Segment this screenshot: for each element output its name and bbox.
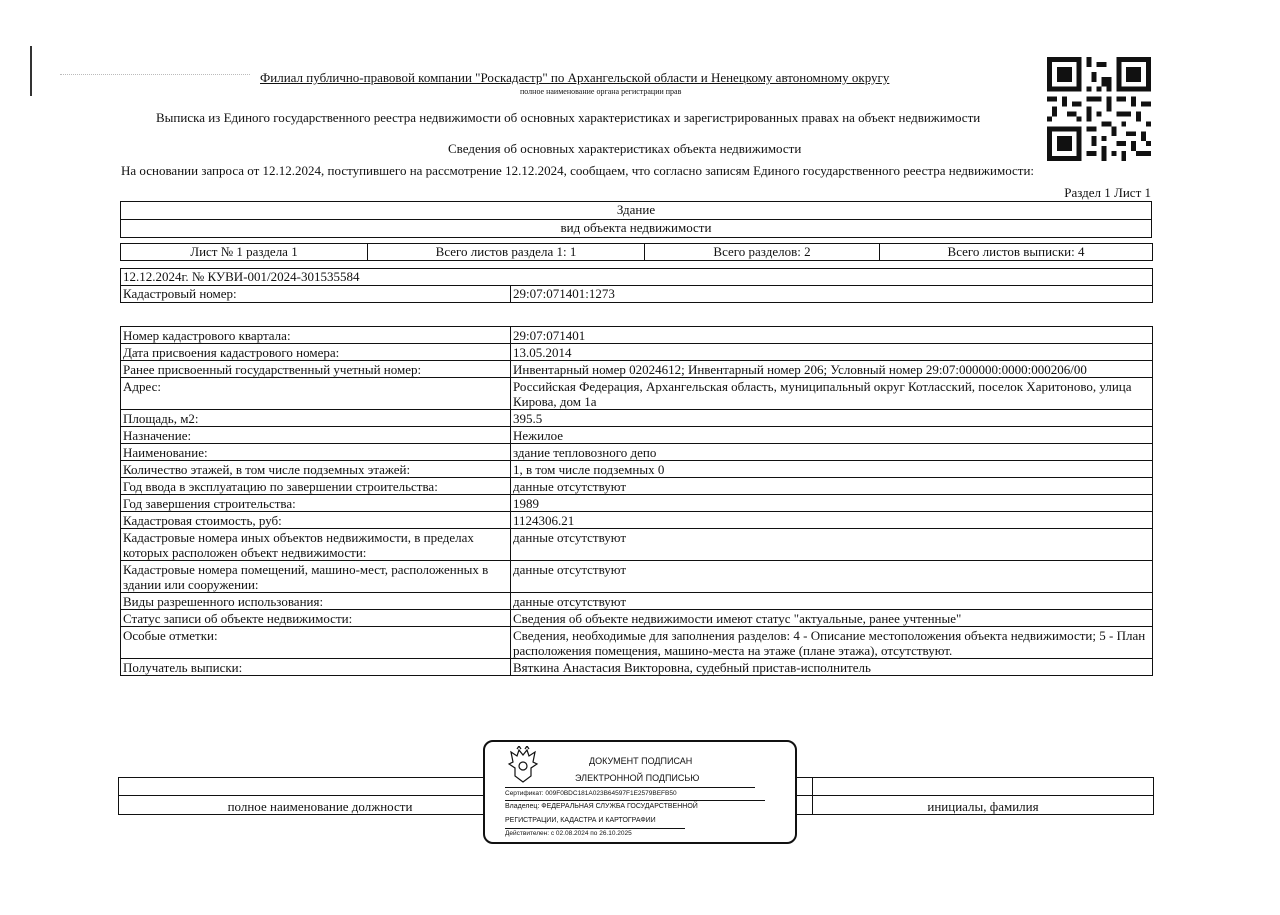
table-row [121,529,1153,561]
scan-edge-mark [30,46,32,96]
row-label: Кадастровая стоимость, руб: [121,512,511,529]
stamp-divider [505,800,765,801]
row-label: Виды разрешенного использования: [121,593,511,610]
table-row [121,627,1153,659]
stamp-title: ДОКУМЕНТ ПОДПИСАН [589,756,693,766]
stamp-divider [505,828,685,829]
section-title: Сведения об основных характеристиках объекта недвижимости [448,141,802,156]
row-label: Площадь, м2: [121,410,511,427]
row-label: Кадастровые номера помещений, машино-мест, расположенных в здании или сооружении: [121,561,511,593]
table-row [121,410,1153,427]
table-row [121,561,1153,593]
stamp-certificate: Сертификат: 009F0BDC181A023B64597F1E2579BEFB50 [505,790,677,797]
table-row [121,444,1153,461]
sheets-info-table [120,243,1153,261]
stamp-owner-continued: РЕГИСТРАЦИИ, КАДАСТРА И КАРТОГРАФИИ [505,817,656,824]
row-value: Вяткина Анастасия Викторовна, судебный пристав-исполнитель [511,659,1153,676]
row-label: Ранее присвоенный государственный учетный номер: [121,361,511,378]
stamp-divider [505,787,755,788]
row-value: здание тепловозного депо [511,444,1153,461]
row-label: Количество этажей, в том числе подземных этажей: [121,461,511,478]
section-sheet-label: Раздел 1 Лист 1 [1064,185,1151,200]
row-value: данные отсутствуют [511,478,1153,495]
table-row [121,378,1153,410]
table-row [121,512,1153,529]
row-label: Номер кадастрового квартала: [121,327,511,344]
row-value: 1, в том числе подземных 0 [511,461,1153,478]
row-value: Инвентарный номер 02024612; Инвентарный номер 206; Условный номер 29:07:000000:0000:000206/00 [511,361,1153,378]
row-label: Адрес: [121,378,511,410]
row-value: 1989 [511,495,1153,512]
row-value: 1124306.21 [511,512,1153,529]
coat-of-arms-icon [505,746,541,784]
extract-title: Выписка из Единого государственного реестра недвижимости об основных характеристиках и зарегистрированных правах на объект недвижимости [156,110,981,125]
sheet-number: Лист № 1 раздела 1 [121,244,368,261]
table-row [121,327,1153,344]
characteristics-table [120,326,1153,676]
object-type-caption: вид объекта недвижимости [121,220,1152,238]
row-value: Сведения, необходимые для заполнения разделов: 4 - Описание местоположения объекта недвижимости; 5 - План расположения помещения, машино-места на этаже (плане этажа), отсутствуют. [511,627,1153,659]
object-type: Здание [121,202,1152,220]
row-label: Дата присвоения кадастрового номера: [121,344,511,361]
row-value: 395.5 [511,410,1153,427]
object-type-table [120,201,1152,238]
row-label: Статус записи об объекте недвижимости: [121,610,511,627]
row-value: Российская Федерация, Архангельская область, муниципальный округ Котласский, поселок Харитоново, улица Кирова, дом 1а [511,378,1153,410]
row-value: 13.05.2014 [511,344,1153,361]
scan-noise-dots [60,74,250,76]
table-row [121,427,1153,444]
table-row [121,610,1153,627]
request-number: 12.12.2024г. № КУВИ-001/2024-301535584 [121,269,1153,286]
row-label: Получатель выписки: [121,659,511,676]
table-row [121,495,1153,512]
table-row [121,478,1153,495]
row-value: 29:07:071401 [511,327,1153,344]
table-row [121,361,1153,378]
cadastral-number-label: Кадастровый номер: [121,286,511,303]
organization-name: Филиал публично-правовой компании "Роскадастр" по Архангельской области и Ненецкому автономному округу [260,70,890,85]
row-value: данные отсутствуют [511,593,1153,610]
row-label: Особые отметки: [121,627,511,659]
total-sheets-section: Всего листов раздела 1: 1 [368,244,645,261]
table-row [121,593,1153,610]
stamp-subtitle: ЭЛЕКТРОННОЙ ПОДПИСЬЮ [575,773,700,783]
row-label: Назначение: [121,427,511,444]
row-label: Кадастровые номера иных объектов недвижимости, в пределах которых расположен объект недвижимости: [121,529,511,561]
row-label: Год ввода в эксплуатацию по завершении строительства: [121,478,511,495]
qr-code-icon [1046,57,1152,161]
row-value: Нежилое [511,427,1153,444]
table-row [121,659,1153,676]
stamp-owner: Владелец: ФЕДЕРАЛЬНАЯ СЛУЖБА ГОСУДАРСТВЕННОЙ [505,803,698,810]
row-value: данные отсутствуют [511,561,1153,593]
electronic-signature-stamp [483,740,797,844]
row-value: Сведения об объекте недвижимости имеют статус "актуальные, ранее учтенные" [511,610,1153,627]
position-label: полное наименование должности [227,799,413,814]
cadastral-number-value: 29:07:071401:1273 [511,286,1153,303]
table-row [121,344,1153,361]
row-value: данные отсутствуют [511,529,1153,561]
stamp-validity: Действителен: с 02.08.2024 по 26.10.2025 [505,830,632,837]
total-sheets-extract: Всего листов выписки: 4 [880,244,1153,261]
row-label: Наименование: [121,444,511,461]
intro-text: На основании запроса от 12.12.2024, поступившего на рассмотрение 12.12.2024, сообщаем, что согласно записям Единого государственного реестра недвижимости: [121,163,1035,178]
name-label: инициалы, фамилия [927,799,1039,814]
reference-table [120,268,1153,303]
organization-caption: полное наименование органа регистрации прав [520,87,682,96]
row-label: Год завершения строительства: [121,495,511,512]
total-sections: Всего разделов: 2 [645,244,880,261]
table-row [121,461,1153,478]
